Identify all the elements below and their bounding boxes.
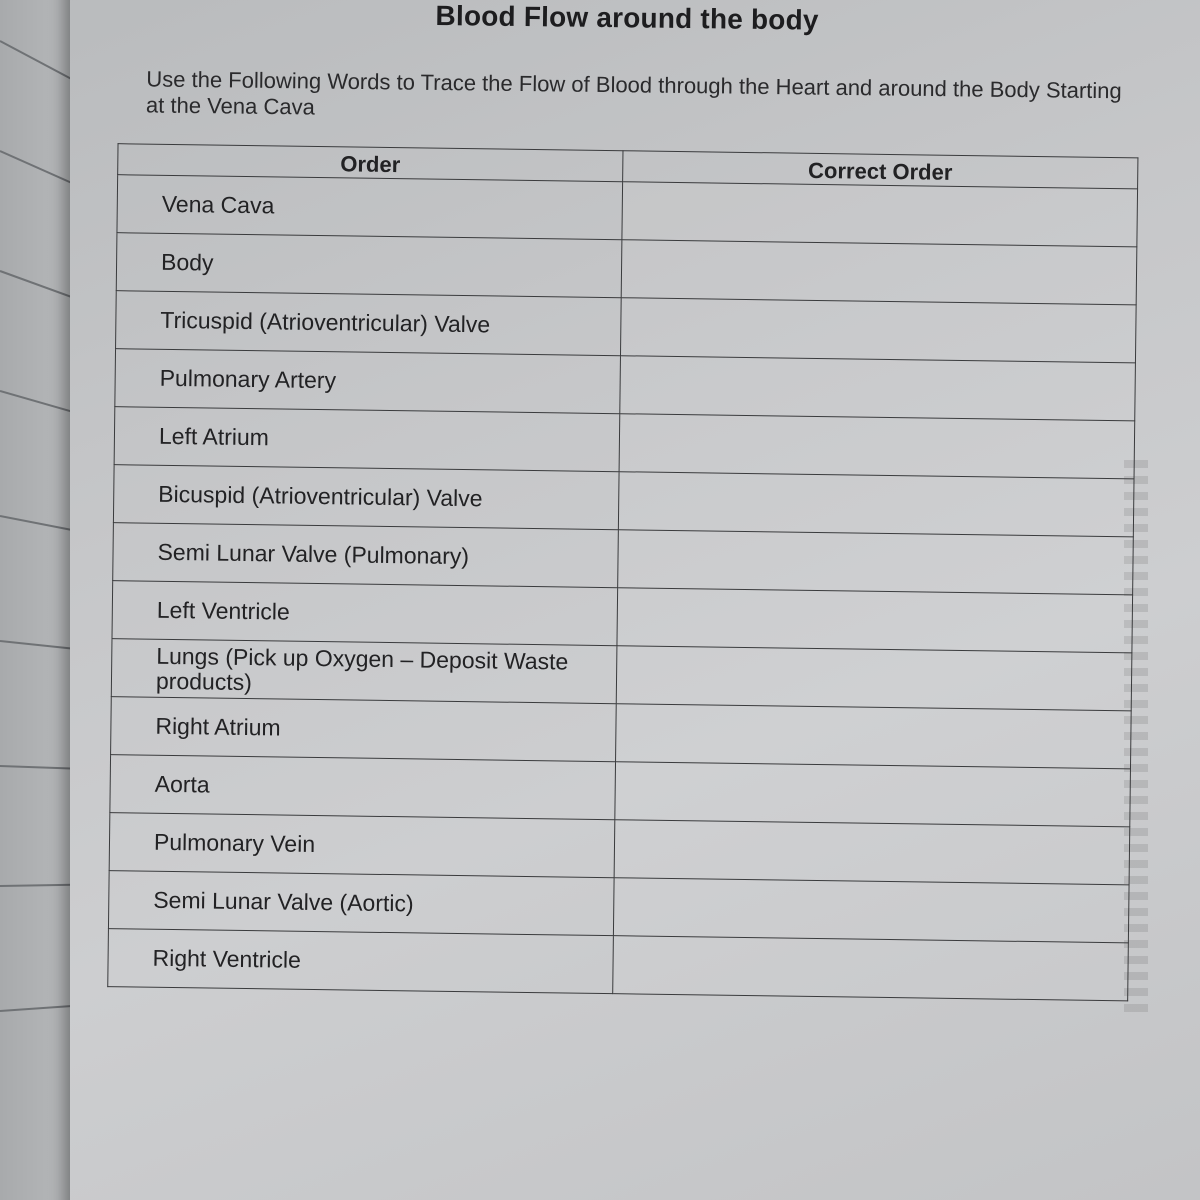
- order-item-label: Lungs (Pick up Oxygen – Deposit Waste products): [155, 642, 569, 695]
- order-item-label: Semi Lunar Valve (Pulmonary): [157, 538, 470, 570]
- order-cell: [111, 639, 617, 704]
- order-item-label: Vena Cava: [161, 190, 275, 219]
- worksheet-instructions: Use the Following Words to Trace the Flow of Blood through the Heart and around the Body Starting at the Vena Cava: [145, 66, 1122, 120]
- order-cell: [116, 291, 622, 356]
- order-cell: [112, 581, 618, 646]
- order-cell: [117, 175, 623, 240]
- order-item-label: Right Ventricle: [152, 944, 302, 973]
- order-item-label: Bicuspid (Atrioventricular) Valve: [158, 480, 483, 512]
- order-item-label: Semi Lunar Valve (Aortic): [153, 886, 414, 917]
- order-cell: [110, 755, 616, 820]
- blood-flow-table: [107, 143, 1138, 1001]
- order-item-label: Body: [160, 248, 214, 276]
- order-cell: [108, 871, 614, 936]
- order-cell: [108, 929, 614, 994]
- worksheet-title: Blood Flow around the body: [435, 0, 819, 36]
- correct-order-column-header: Correct Order: [623, 151, 1138, 189]
- correct-order-answer-cell[interactable]: [618, 472, 1134, 537]
- correct-order-answer-cell[interactable]: [620, 298, 1136, 363]
- order-cell: [113, 523, 619, 588]
- order-item-label: Aorta: [154, 770, 210, 798]
- order-cell: [115, 349, 621, 414]
- order-item-label: Left Ventricle: [156, 596, 290, 625]
- order-cell: [113, 465, 619, 530]
- correct-order-answer-cell[interactable]: [615, 762, 1131, 827]
- order-item-label: Left Atrium: [158, 422, 270, 451]
- order-item-label: Right Atrium: [155, 712, 281, 741]
- correct-order-answer-cell[interactable]: [618, 530, 1134, 595]
- correct-order-answer-cell[interactable]: [617, 588, 1133, 653]
- order-cell: [114, 407, 620, 472]
- correct-order-answer-cell[interactable]: [622, 182, 1138, 247]
- order-item-label: Pulmonary Artery: [159, 364, 337, 394]
- order-item-label: Tricuspid (Atrioventricular) Valve: [160, 306, 491, 338]
- correct-order-answer-cell[interactable]: [621, 240, 1137, 305]
- order-cell: [116, 233, 622, 298]
- correct-order-answer-cell[interactable]: [620, 356, 1136, 421]
- order-column-header: Order: [118, 144, 623, 182]
- correct-order-answer-cell[interactable]: [613, 878, 1129, 943]
- order-cell: [111, 697, 617, 762]
- correct-order-answer-cell[interactable]: [619, 414, 1135, 479]
- correct-order-answer-cell[interactable]: [614, 820, 1130, 885]
- order-cell: [109, 813, 615, 878]
- correct-order-answer-cell[interactable]: [616, 646, 1132, 711]
- order-item-label: Pulmonary Vein: [153, 828, 316, 858]
- correct-order-answer-cell[interactable]: [616, 704, 1132, 769]
- correct-order-answer-cell[interactable]: [613, 936, 1129, 1001]
